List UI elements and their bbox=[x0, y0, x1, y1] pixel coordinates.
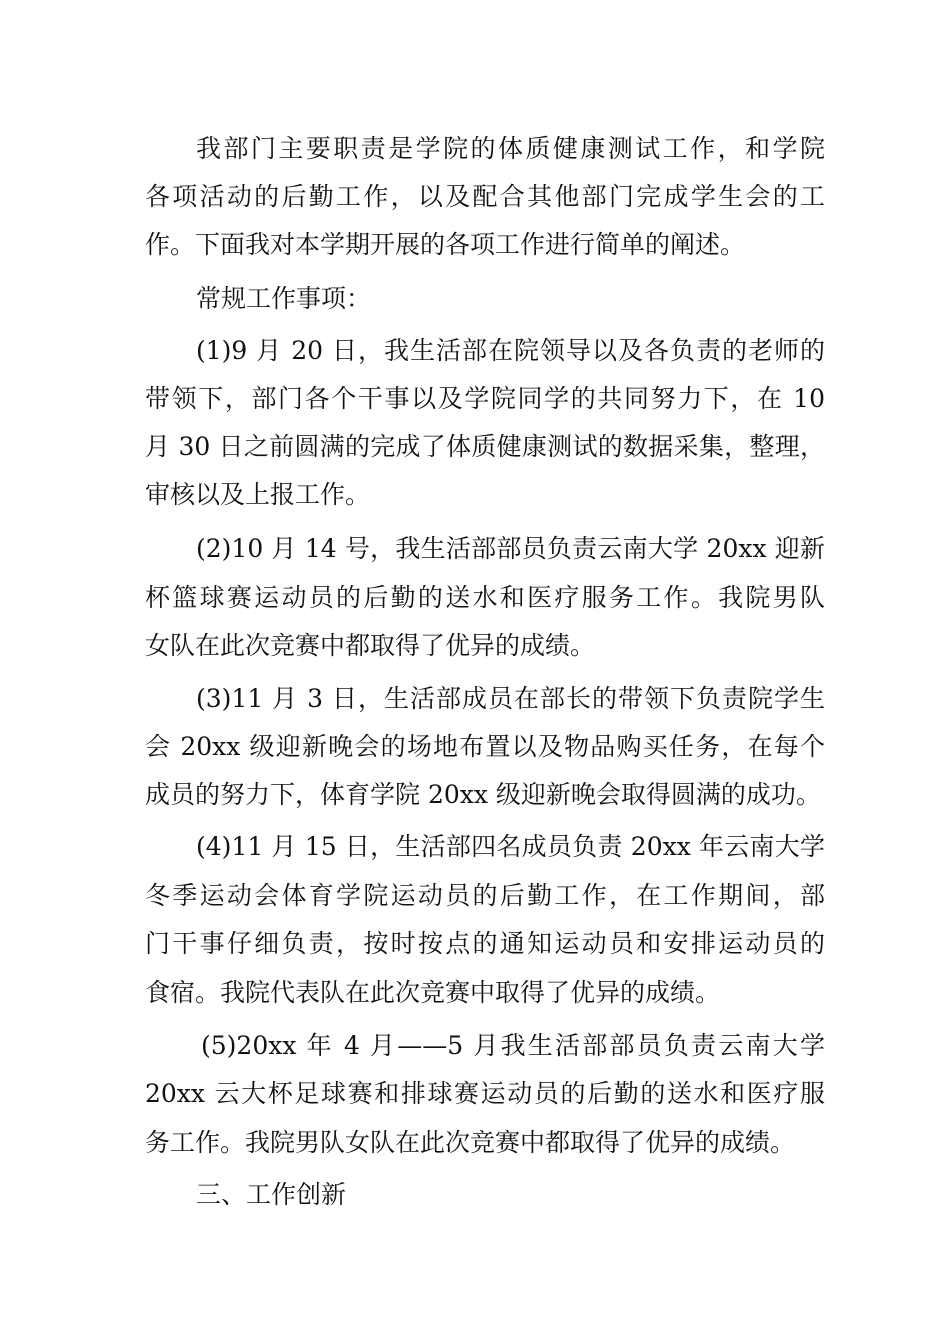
item1-line-3: 月 30 日之前圆满的完成了体质健康测试的数据采集，整理， bbox=[145, 432, 825, 461]
item5-line-3: 务工作。我院男队女队在此次竞赛中都取得了优异的成绩。 bbox=[145, 1128, 796, 1157]
item2-line-1: (2)10 月 14 号，我生活部部员负责云南大学 20xx 迎新 bbox=[196, 534, 825, 563]
item3-line-3: 成员的努力下，体育学院 20xx 级迎新晚会取得圆满的成功。 bbox=[145, 780, 821, 809]
intro-line-2: 各项活动的后勤工作，以及配合其他部门完成学生会的工 bbox=[145, 182, 825, 211]
item2-line-3: 女队在此次竞赛中都取得了优异的成绩。 bbox=[145, 631, 596, 660]
item4-line-2: 冬季运动会体育学院运动员的后勤工作，在工作期间，部 bbox=[145, 881, 825, 910]
routine-heading: 常规工作事项： bbox=[196, 284, 372, 313]
item5-line-2: 20xx 云大杯足球赛和排球赛运动员的后勤的送水和医疗服 bbox=[145, 1079, 825, 1108]
item2-line-2: 杯篮球赛运动员的后勤的送水和医疗服务工作。我院男队 bbox=[145, 583, 825, 612]
item1-line-1: (1)9 月 20 日，我生活部在院领导以及各负责的老师的 bbox=[196, 336, 825, 365]
item4-line-4: 食宿。我院代表队在此次竞赛中取得了优异的成绩。 bbox=[145, 978, 721, 1007]
item1-line-2: 带领下，部门各个干事以及学院同学的共同努力下，在 10 bbox=[145, 384, 825, 413]
item3-line-1: (3)11 月 3 日，生活部成员在部长的带领下负责院学生 bbox=[196, 684, 825, 713]
intro-line-3: 作。下面我对本学期开展的各项工作进行简单的阐述。 bbox=[145, 230, 746, 259]
section-heading: 三、工作创新 bbox=[196, 1180, 347, 1209]
intro-line-1: 我部门主要职责是学院的体质健康测试工作，和学院 bbox=[196, 134, 825, 163]
item5-line-1: (5)20xx 年 4 月——5 月我生活部部员负责云南大学 bbox=[201, 1031, 825, 1060]
item1-line-4: 审核以及上报工作。 bbox=[145, 480, 371, 509]
item4-line-1: (4)11 月 15 日，生活部四名成员负责 20xx 年云南大学 bbox=[196, 832, 825, 861]
item3-line-2: 会 20xx 级迎新晚会的场地布置以及物品购买任务，在每个 bbox=[145, 732, 825, 761]
item4-line-3: 门干事仔细负责，按时按点的通知运动员和安排运动员的 bbox=[145, 929, 825, 958]
